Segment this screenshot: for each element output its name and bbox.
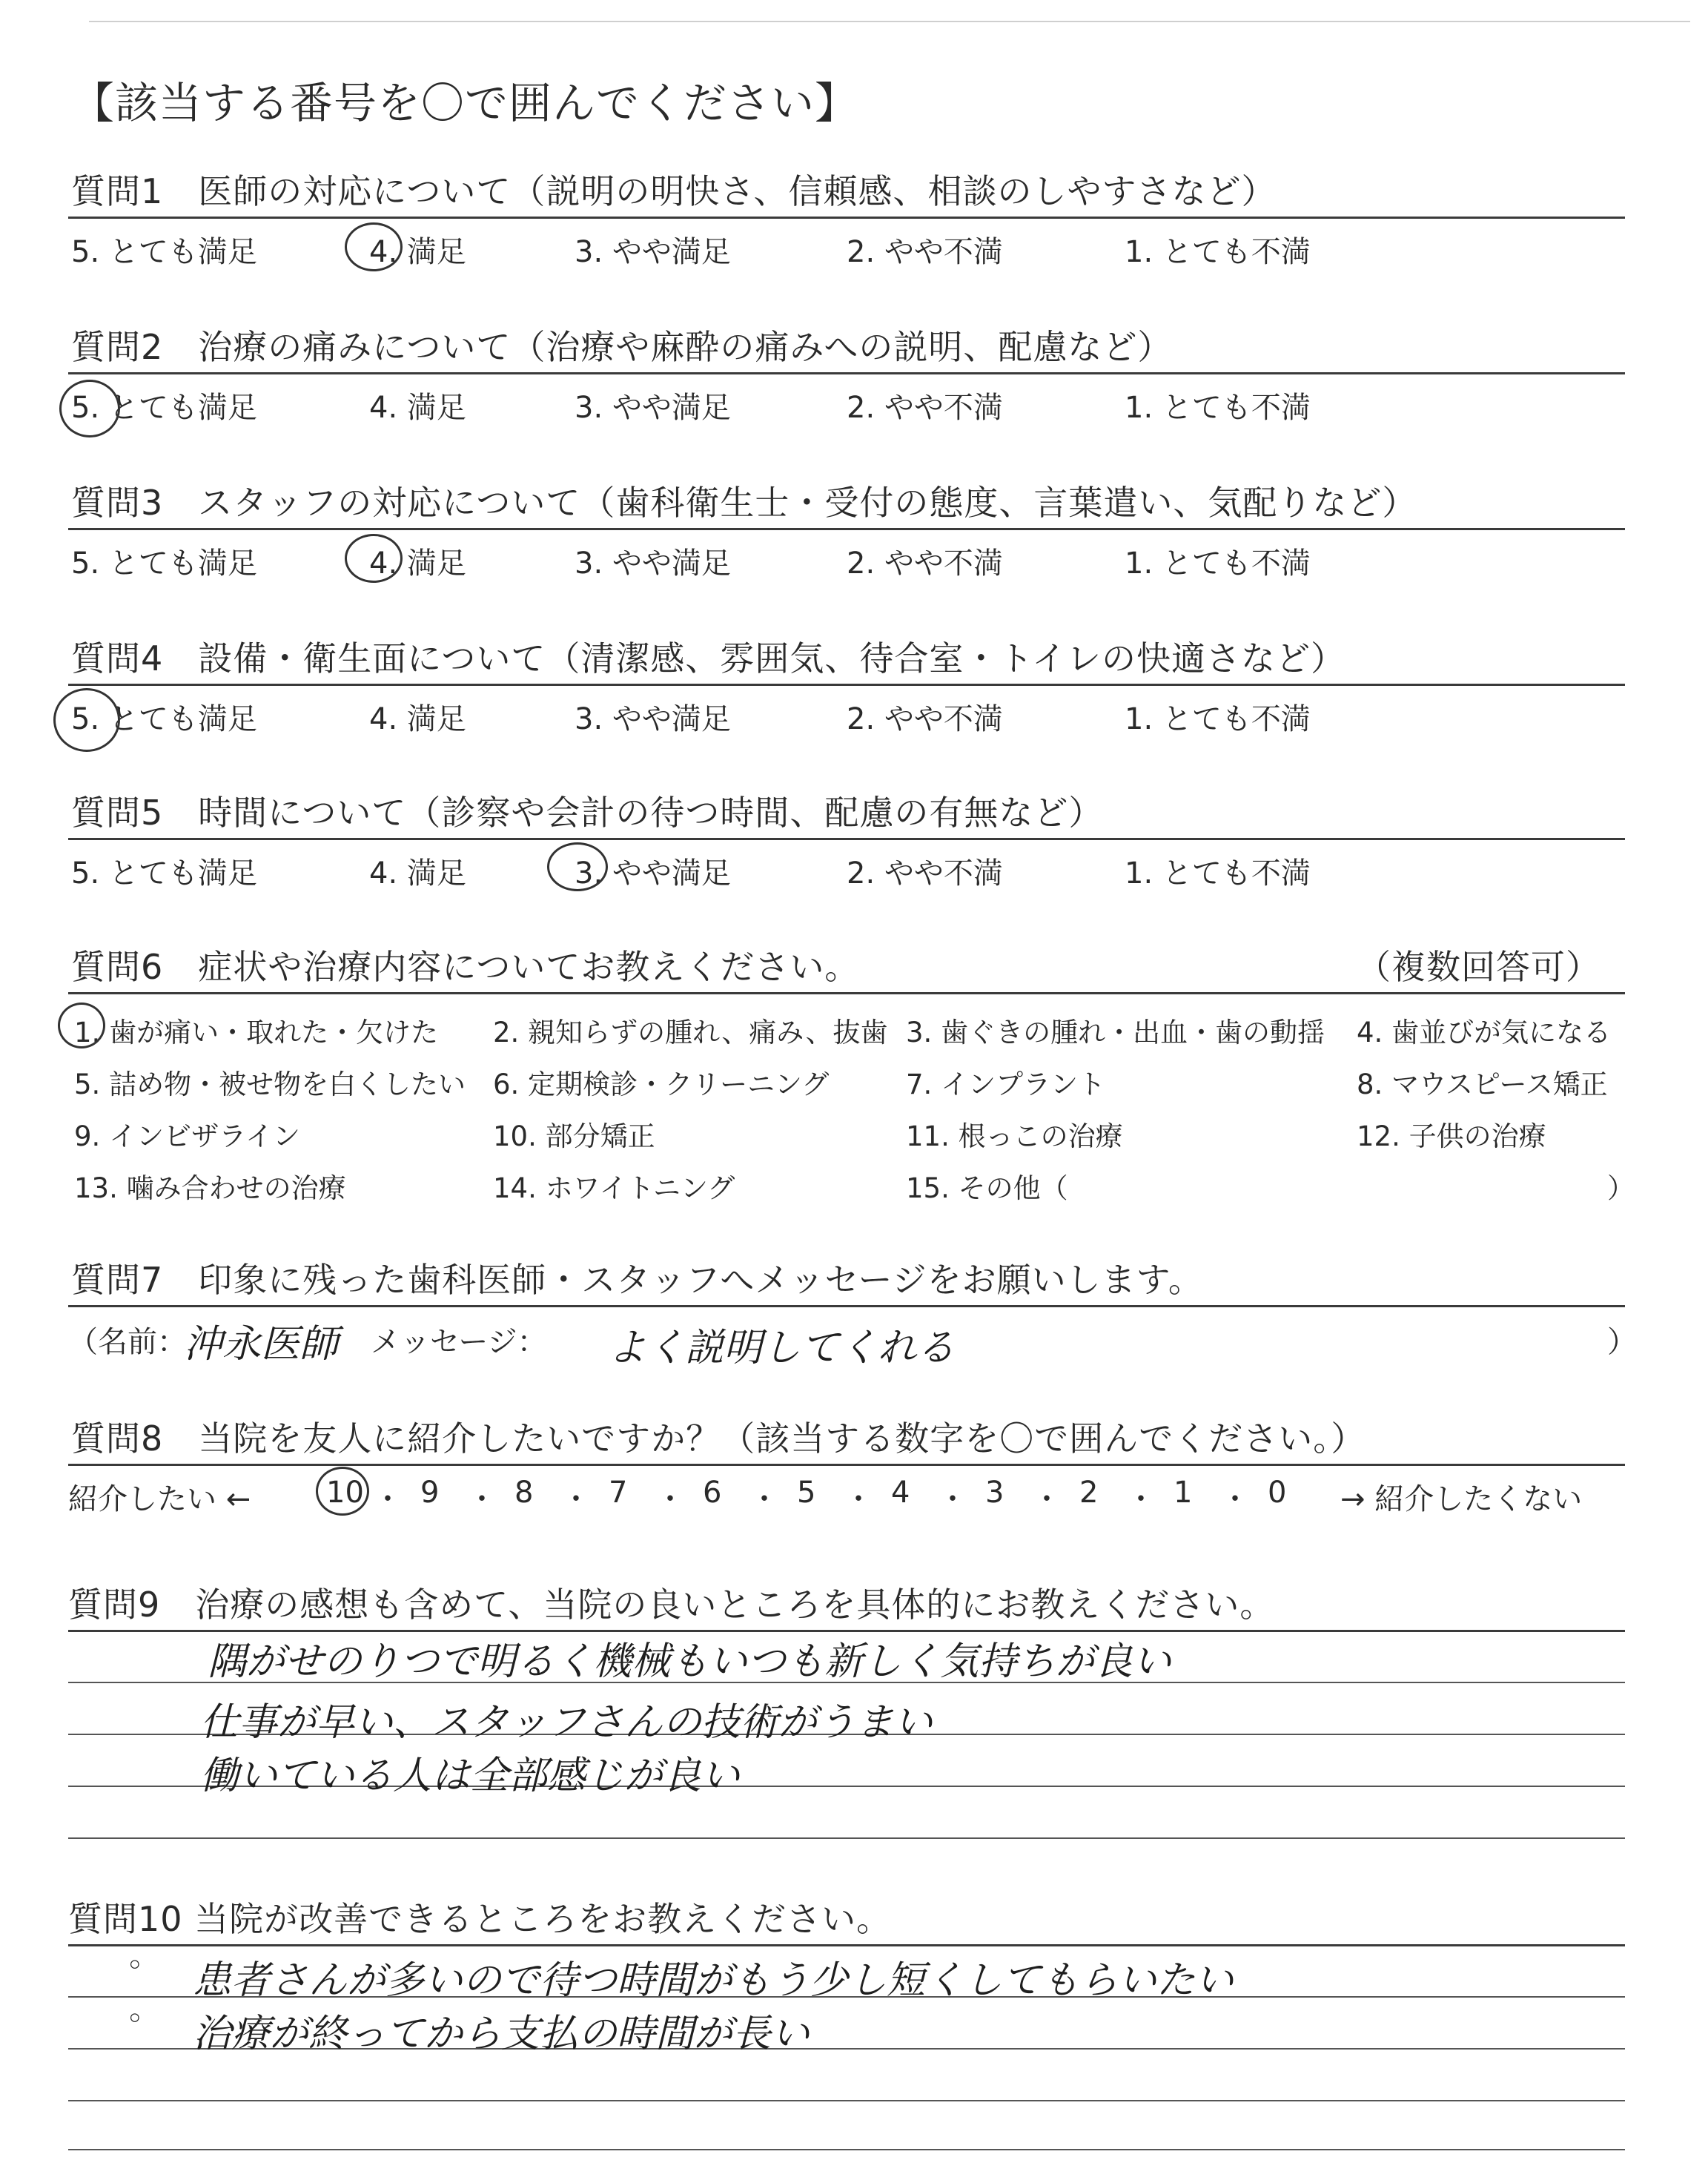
- q6-option-13[interactable]: 13. 噛み合わせの治療: [74, 1172, 346, 1204]
- q6-option-7[interactable]: 7. インプラント: [906, 1069, 1106, 1100]
- q9-answer-2: 仕事が早い、スタッフさんの技術がうまい: [200, 1700, 933, 1745]
- q7-message-label: メッセージ：: [371, 1325, 547, 1359]
- q5-rule: [68, 838, 1625, 840]
- q8-scale-3[interactable]: 3: [985, 1476, 1004, 1510]
- q8-scale-separator: ・: [844, 1482, 873, 1516]
- question-1: 質問1 医師の対応について（説明の明快さ、信頼感、相談のしやすさなど）: [71, 171, 1277, 211]
- q8-scale-4[interactable]: 4: [891, 1476, 910, 1510]
- q8-selection-circle: [316, 1467, 369, 1516]
- q5-option-2[interactable]: 2. やや不満: [847, 856, 1003, 891]
- q8-scale-5[interactable]: 5: [797, 1476, 816, 1510]
- q2-option-2[interactable]: 2. やや不満: [847, 391, 1003, 425]
- q5-option-4[interactable]: 4. 満足: [369, 856, 466, 891]
- q2-rule: [68, 372, 1625, 374]
- q3-option-5[interactable]: 5. とても満足: [71, 546, 257, 581]
- q10-bullet-2: ◦: [126, 2002, 144, 2036]
- q6-rule: [68, 992, 1625, 994]
- q8-scale-1[interactable]: 1: [1174, 1476, 1193, 1510]
- q6-option-15-other[interactable]: 15. その他（: [906, 1172, 1068, 1204]
- question-6: 質問6 症状や治療内容についてお教えください。: [71, 947, 860, 987]
- q8-scale-9[interactable]: 9: [420, 1476, 440, 1510]
- q5-selection-circle: [547, 842, 608, 891]
- q8-scale-separator: ・: [1032, 1482, 1062, 1516]
- page-title: 【該当する番号を〇で囲んでください】: [71, 78, 859, 128]
- q1-option-5[interactable]: 5. とても満足: [71, 235, 257, 269]
- q2-selection-circle: [59, 380, 120, 437]
- q9-answer-3: 働いている人は全部感じが良い: [200, 1754, 741, 1798]
- q7-close-paren: ）: [1607, 1325, 1637, 1359]
- q6-option-8[interactable]: 8. マウスピース矯正: [1357, 1069, 1608, 1100]
- q10-bullet-1: ◦: [126, 1949, 144, 1983]
- question-4: 質問4 設備・衛生面について（清潔感、雰囲気、待合室・トイレの快適さなど）: [71, 638, 1346, 678]
- q3-option-2[interactable]: 2. やや不満: [847, 546, 1003, 581]
- q9-answer-line-4: [68, 1837, 1625, 1839]
- q1-option-3[interactable]: 3. やや満足: [575, 235, 731, 269]
- q1-option-4[interactable]: 4. 満足: [369, 235, 466, 269]
- question-5: 質問5 時間について（診察や会計の待つ時間、配慮の有無など）: [71, 793, 1104, 833]
- q1-option-1[interactable]: 1. とても不満: [1125, 235, 1311, 269]
- question-9: 質問9 治療の感想も含めて、当院の良いところを具体的にお教えください。: [68, 1585, 1275, 1625]
- q5-option-5[interactable]: 5. とても満足: [71, 856, 257, 891]
- q6-option-10[interactable]: 10. 部分矯正: [493, 1120, 655, 1152]
- q8-scale-8[interactable]: 8: [514, 1476, 534, 1510]
- q7-name-handwritten: 沖永医師: [184, 1322, 339, 1367]
- q6-option-6[interactable]: 6. 定期検診・クリーニング: [493, 1069, 830, 1100]
- q6-option-12[interactable]: 12. 子供の治療: [1357, 1120, 1546, 1152]
- q8-scale-separator: ・: [561, 1482, 591, 1516]
- q4-option-4[interactable]: 4. 満足: [369, 702, 466, 736]
- q3-rule: [68, 528, 1625, 530]
- question-2: 質問2 治療の痛みについて（治療や麻酔の痛みへの説明、配慮など）: [71, 327, 1173, 367]
- q4-option-2[interactable]: 2. やや不満: [847, 702, 1003, 736]
- q3-option-1[interactable]: 1. とても不満: [1125, 546, 1311, 581]
- q2-option-3[interactable]: 3. やや満足: [575, 391, 731, 425]
- q1-option-2[interactable]: 2. やや不満: [847, 235, 1003, 269]
- q6-multiple-note: （複数回答可）: [1357, 947, 1601, 987]
- q1-rule: [68, 217, 1625, 219]
- q3-selection-circle: [345, 534, 403, 583]
- q4-option-1[interactable]: 1. とても不満: [1125, 702, 1311, 736]
- q1-selection-circle: [345, 222, 403, 271]
- q6-option-14[interactable]: 14. ホワイトニング: [493, 1172, 735, 1204]
- q8-scale-separator: ・: [1220, 1482, 1250, 1516]
- q8-scale-10[interactable]: 10: [326, 1476, 364, 1510]
- q4-selection-circle: [53, 688, 120, 752]
- q6-other-close-paren: ）: [1607, 1172, 1635, 1204]
- q8-scale-separator: ・: [373, 1482, 403, 1516]
- q8-scale-separator: ・: [749, 1482, 779, 1516]
- q4-option-5[interactable]: 5. とても満足: [71, 702, 257, 736]
- q8-rule: [68, 1464, 1625, 1466]
- q6-option-11[interactable]: 11. 根っこの治療: [906, 1120, 1123, 1152]
- q6-option-3[interactable]: 3. 歯ぐきの腫れ・出血・歯の動揺: [906, 1017, 1325, 1048]
- q6-option-2[interactable]: 2. 親知らずの腫れ、痛み、抜歯: [493, 1017, 888, 1048]
- q2-option-1[interactable]: 1. とても不満: [1125, 391, 1311, 425]
- q8-scale-separator: ・: [938, 1482, 967, 1516]
- question-8: 質問8 当院を友人に紹介したいですか？（該当する数字を〇で囲んでください。）: [71, 1418, 1366, 1459]
- q8-right-label: → 紹介したくない: [1340, 1482, 1583, 1516]
- q10-rule: [68, 1944, 1625, 1946]
- q8-scale-7[interactable]: 7: [609, 1476, 628, 1510]
- q7-message-handwritten: よく説明してくれる: [608, 1326, 956, 1370]
- q5-option-1[interactable]: 1. とても不満: [1125, 856, 1311, 891]
- q10-answer-line-4: [68, 2149, 1625, 2150]
- q6-option-5[interactable]: 5. 詰め物・被せ物を白くしたい: [74, 1069, 466, 1100]
- q10-answer-2: 治療が終ってから支払の時間が長い: [193, 2012, 810, 2056]
- q10-answer-1: 患者さんが多いので待つ時間がもう少し短くしてもらいたい: [193, 1958, 1234, 2003]
- q6-selection-circle: [58, 1003, 105, 1048]
- q4-rule: [68, 684, 1625, 686]
- q6-option-1[interactable]: 1. 歯が痛い・取れた・欠けた: [74, 1017, 439, 1048]
- q8-left-label: 紹介したい ←: [68, 1482, 251, 1516]
- q8-scale-separator: ・: [1126, 1482, 1156, 1516]
- scan-top-line: [89, 21, 1690, 22]
- q4-option-3[interactable]: 3. やや満足: [575, 702, 731, 736]
- q10-answer-line-3: [68, 2100, 1625, 2101]
- q9-answer-1: 隅がせのりつで明るく機械もいつも新しく気持ちが良い: [208, 1639, 1172, 1684]
- question-10: 質問10 当院が改善できるところをお教えください。: [68, 1899, 892, 1939]
- q6-option-4[interactable]: 4. 歯並びが気になる: [1357, 1017, 1612, 1048]
- q5-option-3[interactable]: 3. やや満足: [575, 856, 731, 891]
- q3-option-3[interactable]: 3. やや満足: [575, 546, 731, 581]
- q7-name-label: （名前：: [68, 1325, 187, 1359]
- q3-option-4[interactable]: 4. 満足: [369, 546, 466, 581]
- q2-option-4[interactable]: 4. 満足: [369, 391, 466, 425]
- q8-scale-separator: ・: [655, 1482, 685, 1516]
- q2-option-5[interactable]: 5. とても満足: [71, 391, 257, 425]
- q6-option-9[interactable]: 9. インビザライン: [74, 1120, 300, 1152]
- question-7: 質問7 印象に残った歯科医師・スタッフへメッセージをお願いします。: [71, 1260, 1203, 1300]
- q8-scale-separator: ・: [467, 1482, 497, 1516]
- q7-rule: [68, 1305, 1625, 1307]
- q8-scale-2[interactable]: 2: [1079, 1476, 1099, 1510]
- q8-scale-6[interactable]: 6: [703, 1476, 722, 1510]
- question-3: 質問3 スタッフの対応について（歯科衛生士・受付の態度、言葉遣い、気配りなど）: [71, 483, 1417, 523]
- q8-scale-0[interactable]: 0: [1268, 1476, 1287, 1510]
